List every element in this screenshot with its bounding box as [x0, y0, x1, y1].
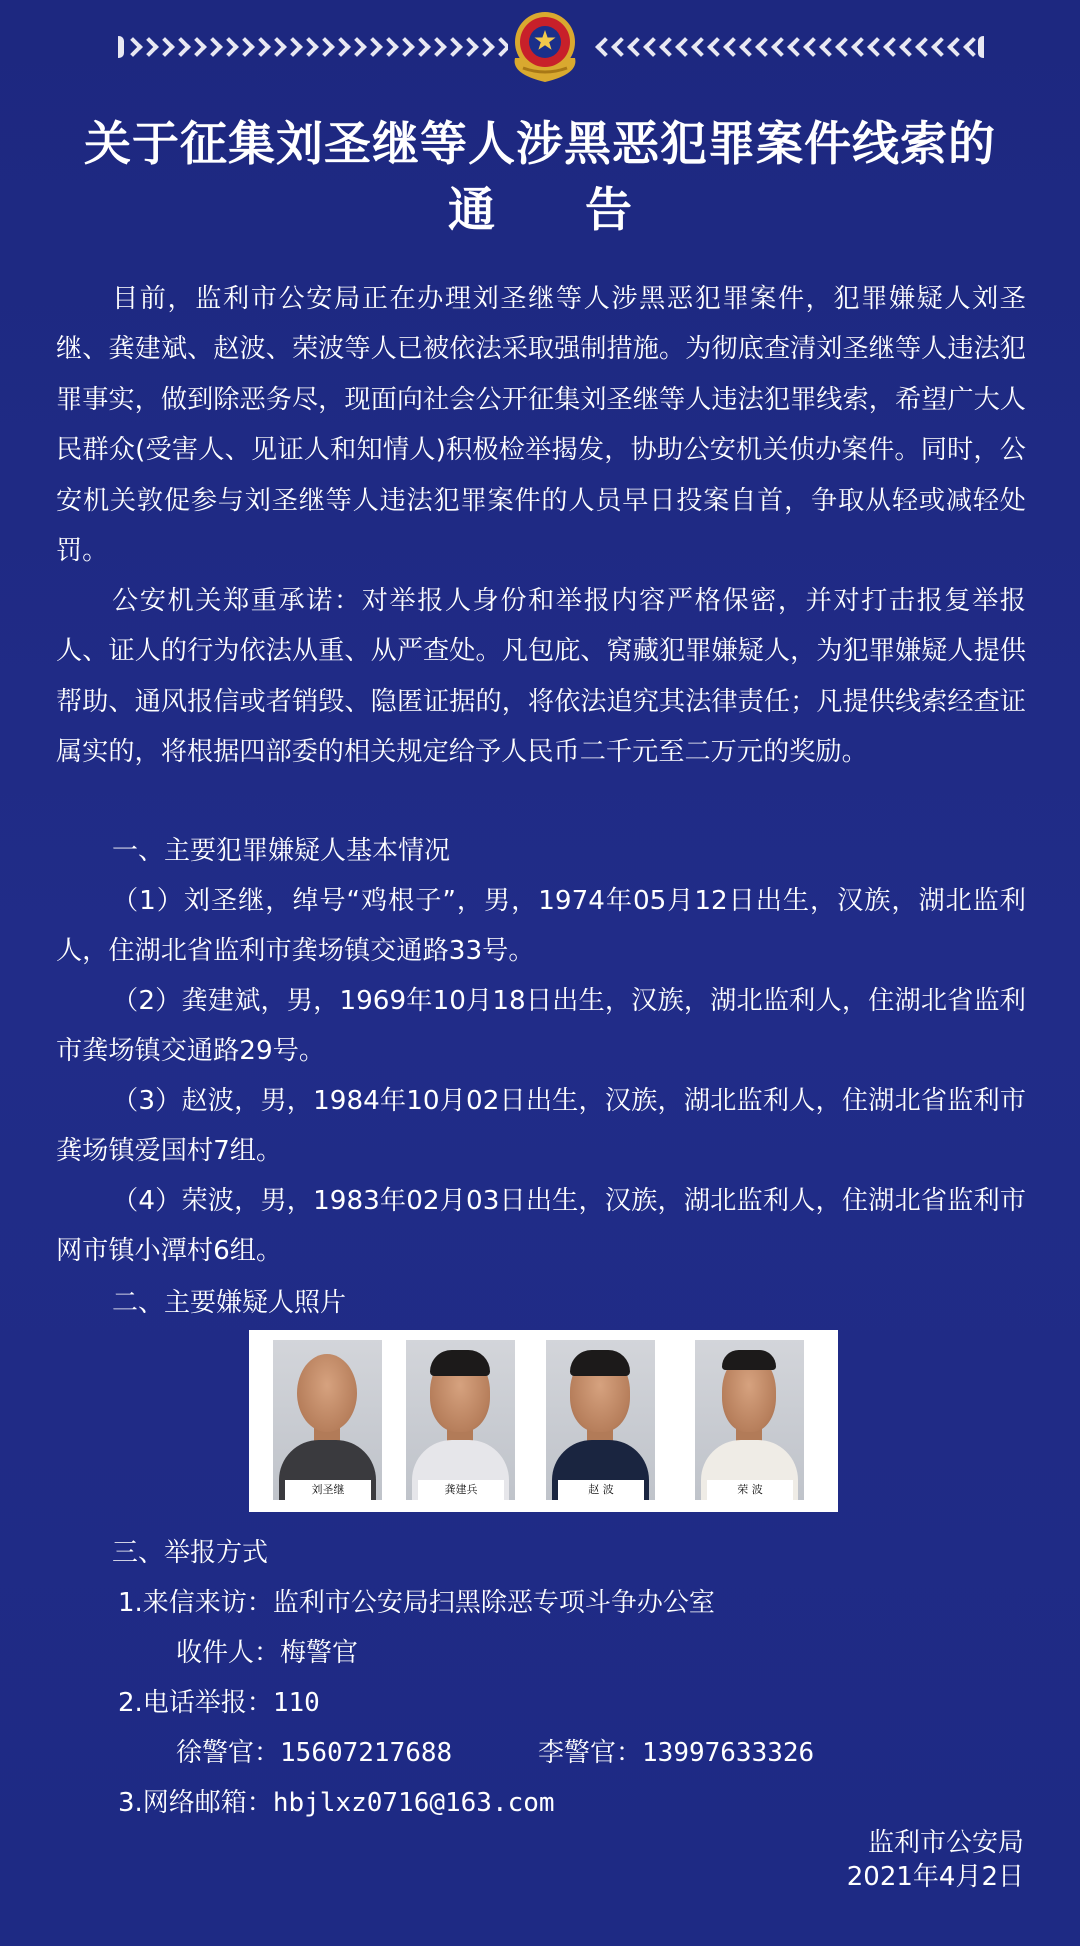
suspect-photo-2: [406, 1340, 515, 1500]
chevron-mark: [786, 36, 800, 58]
chevron-mark: [222, 36, 236, 58]
chevron-mark: [238, 36, 252, 58]
photo-label-3: 赵 波: [558, 1480, 644, 1500]
paragraph-intro: 目前，监利市公安局正在办理刘圣继等人涉黑恶犯罪案件，犯罪嫌疑人刘圣继、龚建斌、赵波、荣波等人已被依法采取强制措施。为彻底查清刘圣继等人违法犯罪事实，做到除恶务尽，现面向社会公开征集刘圣继等人违法犯罪线索，希望广大人民群众(受害人、见证人和知情人)积极检举揭发，协助公安机关侦办案件。同时，公安机关敦促参与刘圣继等人违法犯罪案件的人员早日投案自首，争取从轻或减轻处罚。: [56, 284, 1026, 567]
chevron-mark: [898, 36, 912, 58]
chevron-mark: [142, 36, 156, 58]
left-chevron-border: [118, 36, 508, 58]
chevron-mark: [850, 36, 864, 58]
subtitle-char-2: 告: [585, 183, 632, 238]
chevron-mark: [642, 36, 656, 58]
notice-title: 关于征集刘圣继等人涉黑恶犯罪案件线索的: [84, 117, 996, 172]
chevron-mark: [366, 36, 380, 58]
chevron-mark: [818, 36, 832, 58]
suspect-item-1: （1）刘圣继，绰号“鸡根子”，男，1974年05月12日出生，汉族，湖北监利人，住湖北省监利市龚场镇交通路33号。: [56, 886, 1026, 967]
chevron-mark: [962, 36, 976, 58]
suspect-item-3: （3）赵波，男，1984年10月02日出生，汉族，湖北监利人，住湖北省监利市龚场镇爱国村7组。: [56, 1086, 1026, 1167]
chevron-mark: [414, 36, 428, 58]
chevron-mark: [206, 36, 220, 58]
phone-label: 2.电话举报：: [118, 1688, 273, 1718]
suspect-photo-4: [695, 1340, 804, 1500]
chevron-mark: [914, 36, 928, 58]
chevron-mark: [126, 36, 140, 58]
chevron-mark: [398, 36, 412, 58]
chevron-mark: [430, 36, 444, 58]
section2-heading: 二、主要嫌疑人照片: [112, 1288, 347, 1318]
mail-label: 1.来信来访：: [118, 1588, 273, 1618]
chevron-mark: [350, 36, 364, 58]
chevron-mark: [270, 36, 284, 58]
officer-xu-row: [176, 1728, 452, 1778]
notice-subtitle: [0, 178, 1080, 244]
police-emblem-icon: [505, 6, 585, 86]
suspect-photo-3: [546, 1340, 655, 1500]
header-band: [0, 0, 1080, 110]
chevron-mark: [610, 36, 624, 58]
suspect-photo-1: [273, 1340, 382, 1500]
chevron-mark: [254, 36, 268, 58]
chevron-mark: [446, 36, 460, 58]
email-row: [118, 1778, 555, 1828]
officer-li-label: 李警官：: [538, 1738, 643, 1768]
contact-mail-row: [118, 1578, 715, 1628]
photo-label-2: 龚建兵: [418, 1480, 504, 1500]
chevron-mark: [190, 36, 204, 58]
issue-date: 2021年4月2日: [846, 1862, 1024, 1892]
officer-li-phone[interactable]: 13997633326: [642, 1738, 815, 1768]
photo-label-1: 刘圣继: [285, 1480, 371, 1500]
chevron-mark: [462, 36, 476, 58]
chevron-mark: [382, 36, 396, 58]
chevron-mark: [738, 36, 752, 58]
mail-office: 监利市公安局扫黑除恶专项斗争办公室: [272, 1588, 715, 1618]
suspect-photos-panel: [249, 1330, 838, 1512]
chevron-mark: [334, 36, 348, 58]
suspect-item-4: （4）荣波，男，1983年02月03日出生，汉族，湖北监利人，住湖北省监利市网市镇小潭村6组。: [56, 1186, 1026, 1267]
paragraph-promise: 公安机关郑重承诺：对举报人身份和举报内容严格保密，并对打击报复举报人、证人的行为依法从重、从严查处。凡包庇、窝藏犯罪嫌疑人，为犯罪嫌疑人提供帮助、通风报信或者销毁、隐匿证据的，将依法追究其法律责任；凡提供线索经查证属实的，将根据四部委的相关规定给予人民币二千元至二万元的奖励。: [56, 586, 1026, 768]
phone-row: [118, 1678, 320, 1728]
chevron-mark: [318, 36, 332, 58]
chevron-mark: [302, 36, 316, 58]
chevron-mark: [834, 36, 848, 58]
chevron-mark: [866, 36, 880, 58]
chevron-mark: [626, 36, 640, 58]
chevron-mark: [174, 36, 188, 58]
officer-xu-phone[interactable]: 15607217688: [280, 1738, 453, 1768]
recipient-name: 梅警官: [280, 1638, 359, 1668]
section1-heading: 一、主要犯罪嫌疑人基本情况: [112, 836, 451, 866]
recipient-row: [176, 1628, 358, 1678]
right-chevron-border: [594, 36, 984, 58]
section3-heading: 三、举报方式: [112, 1538, 269, 1568]
chevron-mark: [722, 36, 736, 58]
chevron-mark: [754, 36, 768, 58]
chevron-mark: [478, 36, 492, 58]
chevron-mark: [946, 36, 960, 58]
phone-number: 110: [272, 1688, 320, 1718]
officer-li-row: [538, 1728, 814, 1778]
chevron-mark: [674, 36, 688, 58]
chevron-mark: [594, 36, 608, 58]
email-address[interactable]: hbjlxz0716@163.com: [272, 1788, 555, 1818]
chevron-mark: [930, 36, 944, 58]
chevron-mark: [658, 36, 672, 58]
officer-xu-label: 徐警官：: [176, 1738, 281, 1768]
suspect-item-2: （2）龚建斌，男，1969年10月18日出生，汉族，湖北监利人，住湖北省监利市龚场镇交通路29号。: [56, 986, 1026, 1067]
subtitle-char-1: 通: [448, 183, 495, 238]
recipient-label: 收件人：: [176, 1638, 281, 1668]
chevron-mark: [882, 36, 896, 58]
chevron-mark: [706, 36, 720, 58]
chevron-mark: [802, 36, 816, 58]
issuer-name: 监利市公安局: [867, 1828, 1024, 1858]
chevron-mark: [158, 36, 172, 58]
email-label: 3.网络邮箱：: [118, 1788, 273, 1818]
chevron-mark: [690, 36, 704, 58]
chevron-mark: [286, 36, 300, 58]
photo-label-4: 荣 波: [707, 1480, 793, 1500]
chevron-mark: [770, 36, 784, 58]
